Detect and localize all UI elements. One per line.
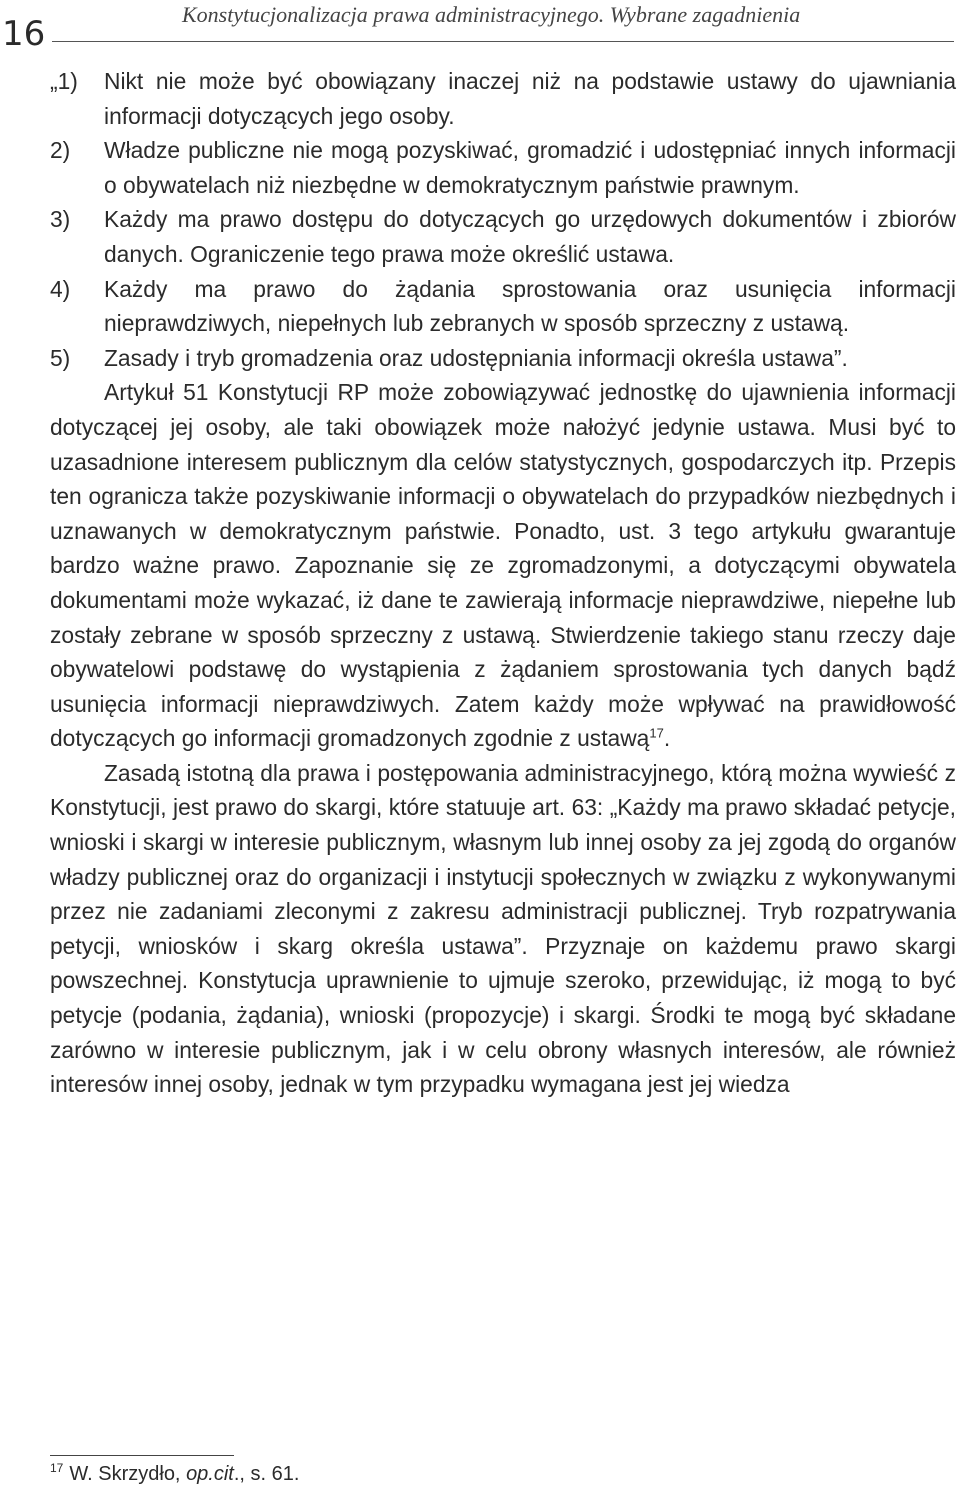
paragraph-text: Zasadą istotną dla prawa i postępowania administracyjnego, którą można wywieść z Konstytucji, jest prawo do skargi, które statuuje art. 63: „Każdy ma prawo składać petycje, wnioski i skargi w interesie publicznym, własnym lub innej osoby za jej zgodą do organów władzy publicznej oraz do organizacji i instytucji społecznych w związku z wykonywanymi przez nie zadaniami zleconymi z zakresu administracji publicznej. Tryb rozpatrywania petycji, wniosków i skarg określa ustawa”. Przyznaje on każdemu prawo skargi powszechnej. Konstytucja uprawnienie to ujmuje szeroko, przewidując, iż mogą to być petycje (podania, żądania), wnioski (propozycje) i skargi. Środki te mogą być składane zarówno w interesie publicznym, jak i w celu obrony własnych interesów, ale również interesów innej osoby, jednak w tym przypadku wymagana jest jej wiedza — [50, 759, 956, 1098]
footnote-rest: ., s. 61. — [233, 1463, 300, 1485]
footnote — [50, 1462, 299, 1486]
footnote-mark: 17 — [50, 1461, 64, 1476]
list-item-text: Władze publiczne nie mogą pozyskiwać, gromadzić i udostępniać innych informacji o obywatelach niż niezbędne w demokratycznym państwie prawnym. — [104, 137, 956, 198]
list-item-text: Nikt nie może być obowiązany inaczej niż na podstawie ustawy do ujawniania informacji dotyczących jego osoby. — [104, 68, 956, 129]
list-item-number: 3) — [50, 206, 71, 233]
footnote-rule — [50, 1455, 234, 1456]
list-item-number: 5) — [50, 344, 71, 371]
footnote-reference[interactable]: 17 — [649, 725, 664, 741]
list-item — [50, 202, 956, 271]
list-item — [50, 133, 956, 202]
page-header — [0, 0, 960, 60]
footnote-author: W. Skrzydło, — [69, 1463, 187, 1485]
list-item-number: „1) — [50, 68, 78, 94]
list-item — [50, 272, 956, 341]
paragraph-text: Artykuł 51 Konstytucji RP może zobowiązywać jednostkę do ujawnienia informacji dotyczącej jej osoby, ale taki obowiązek może nałożyć jedynie ustawa. Musi być to uzasadnione interesem publicznym dla celów statystycznych, gospodarczych itp. Przepis ten ogranicza także pozyskiwanie informacji o obywatelach do przypadków niezbędnych i uznawanych w demokratycznym państwie. Ponadto, ust. 3 tego artykułu gwarantuje bardzo ważne prawo. Zapoznanie się ze zgromadzonymi, a dotyczącymi obywatela dokumentami może wykazać, iż dane te zawierają informacje nieprawdziwe, niepełne lub zostały zebrane w sposób sprzeczny z ustawą. Stwierdzenie takiego stanu rzeczy daje obywatelowi podstawę do wystąpienia z żądaniem sprostowania tych danych bądź usunięcia informacji nieprawdziwych. Zatem każdy może wpływać na prawidłowość dotyczących go informacji gromadzonych zgodnie z ustawą — [50, 379, 956, 752]
body-text — [50, 64, 956, 1102]
list-item-text: Każdy ma prawo do żądania sprostowania oraz usunięcia informacji nieprawdziwych, niepełnych lub zebranych w sposób sprzeczny z ustawą. — [104, 275, 956, 337]
footnote-op-cit: op.cit — [186, 1463, 234, 1485]
page-number: 16 — [2, 14, 46, 54]
list-item — [50, 341, 956, 376]
list-item-text: Zasady i tryb gromadzenia oraz udostępniania informacji określa ustawa”. — [104, 344, 848, 371]
paragraph-end: . — [663, 725, 671, 752]
paragraph-article-63 — [50, 756, 956, 1102]
paragraph-article-51 — [50, 375, 956, 756]
list-item — [50, 64, 956, 133]
running-title: Konstytucjonalizacja prawa administracyjnego. Wybrane zagadnienia — [182, 2, 801, 27]
list-item-number: 2) — [50, 137, 71, 164]
header-rule — [52, 41, 954, 42]
list-item-text: Każdy ma prawo dostępu do dotyczących go urzędowych dokumentów i zbiorów danych. Ograniczenie tego prawa może określić ustawa. — [104, 206, 956, 267]
list-item-number: 4) — [50, 275, 71, 302]
